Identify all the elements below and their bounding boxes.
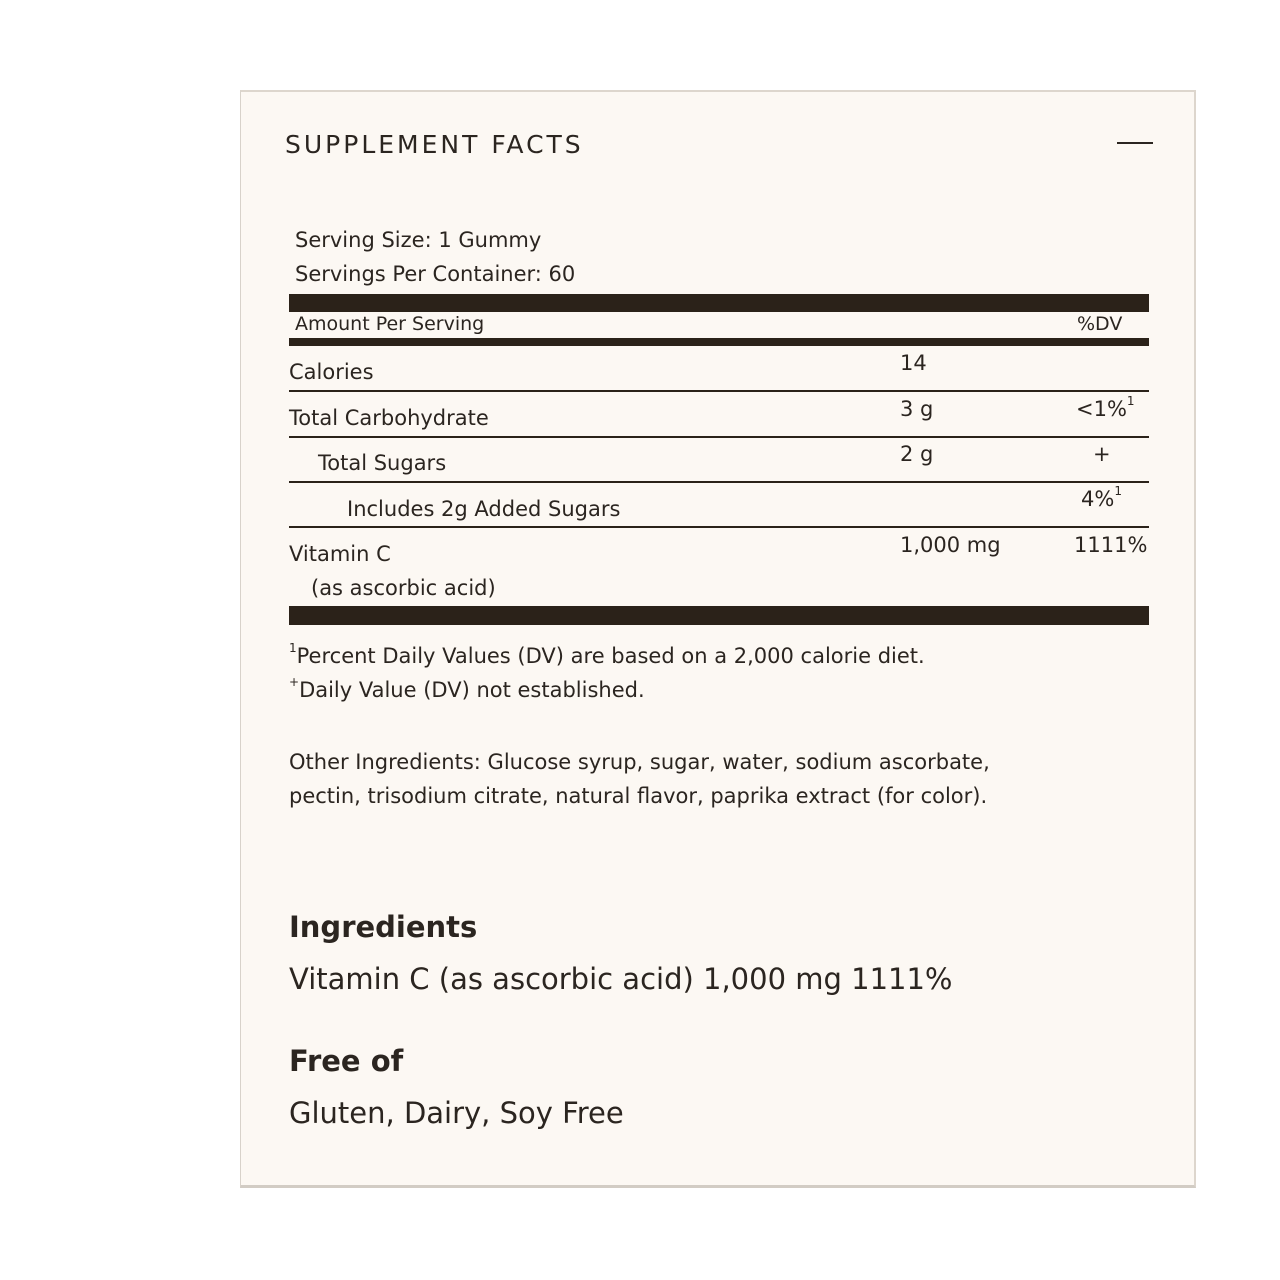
thick-divider-header: [289, 338, 1149, 346]
row-divider: [289, 526, 1149, 528]
dv-header: %DV: [1077, 313, 1123, 335]
row-divider: [289, 436, 1149, 438]
nutrient-dv: 4%$^1$: [1081, 484, 1122, 511]
panel-title: SUPPLEMENT FACTS: [285, 130, 584, 159]
footnote: $^1$Percent Daily Values (DV) are based on a 2,000 calorie diet.: [289, 641, 925, 668]
nutrient-name: Vitamin C: [289, 542, 391, 566]
nutrient-amount: 1,000 mg: [900, 533, 1001, 557]
serving-size: Serving Size: 1 Gummy: [295, 228, 542, 252]
footnote-mark: 1: [1114, 484, 1122, 498]
nutrient-subname: (as ascorbic acid): [311, 576, 496, 600]
ingredients-text: Vitamin C (as ascorbic acid) 1,000 mg 1111%: [289, 962, 953, 996]
nutrient-name: Calories: [289, 360, 374, 384]
minus-icon[interactable]: [1115, 130, 1153, 156]
other-ingredients-line: pectin, trisodium citrate, natural flavor, paprika extract (for color).: [289, 784, 988, 808]
nutrient-name: Total Carbohydrate: [289, 406, 489, 430]
footnote-mark: +: [289, 675, 300, 689]
free-of-text: Gluten, Dairy, Soy Free: [289, 1096, 624, 1130]
supplement-facts-panel: [240, 90, 1196, 1188]
row-divider: [289, 390, 1149, 392]
servings-per-container: Servings Per Container: 60: [295, 262, 576, 286]
thick-divider-bottom: [289, 606, 1149, 625]
other-ingredients-line: Other Ingredients: Glucose syrup, sugar, water, sodium ascorbate,: [289, 750, 990, 774]
nutrient-name: Total Sugars: [318, 451, 447, 475]
footnote: +Daily Value (DV) not established.: [289, 675, 645, 702]
nutrient-amount: 14: [900, 351, 927, 375]
nutrient-amount: 3 g: [900, 397, 934, 421]
ingredients-heading: Ingredients: [289, 910, 478, 944]
nutrient-name: Includes 2g Added Sugars: [347, 497, 621, 521]
nutrient-dv: <1%$^1$: [1076, 394, 1135, 421]
nutrient-amount: 2 g: [900, 442, 934, 466]
footnote-mark: 1: [289, 641, 297, 655]
thick-divider-top: [289, 294, 1149, 312]
nutrient-dv: +: [1093, 442, 1111, 466]
footnote-mark: 1: [1126, 394, 1135, 408]
amount-per-serving-label: Amount Per Serving: [295, 313, 485, 335]
row-divider: [289, 481, 1149, 483]
free-of-heading: Free of: [289, 1044, 404, 1078]
nutrient-dv: 1111%: [1074, 533, 1148, 557]
